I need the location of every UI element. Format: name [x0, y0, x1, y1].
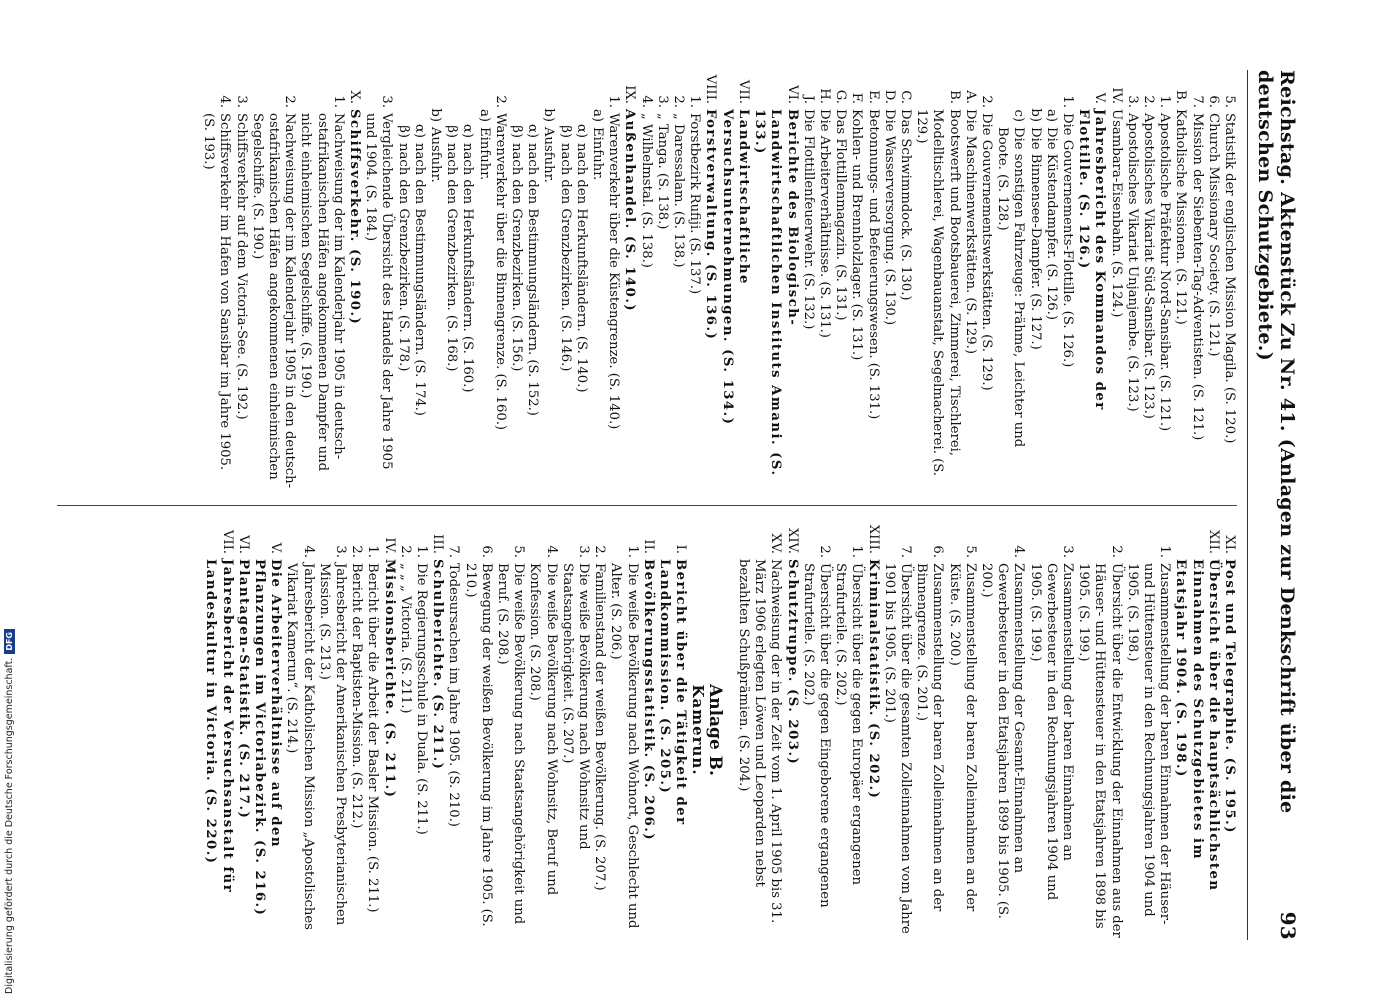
toc-text: Katholische Missionen. (S. 121.) [1173, 109, 1189, 325]
annex-subtitle: Kamerun. [689, 684, 708, 776]
toc-marker: XI. [1222, 535, 1237, 554]
toc-entry [962, 70, 978, 491]
toc-text: Übersicht über die hauptsächlichsten Einnahmen des Schutzgebietes im Etatsjahr 1904. (S. 198.) [1173, 559, 1221, 892]
toc-marker: 2. [492, 95, 508, 108]
toc-marker: C. [897, 90, 913, 104]
toc-entry [364, 520, 380, 940]
toc-entry [832, 520, 864, 940]
toc-text: Die weiße Bevölkerung nach Wohnsitz und Staatsangehörigkeit. (S. 207.) [559, 563, 592, 850]
toc-entry [297, 70, 346, 491]
toc-text: nach den Grenzbezirken. (S. 156.) [509, 143, 525, 372]
toc-marker: VI. [784, 85, 800, 104]
toc-text: nach den Herkunftsländern. (S. 140.) [573, 143, 589, 393]
toc-entry [251, 520, 283, 940]
toc-marker: 3. [233, 95, 249, 108]
toc-text: Kohlen- und Brennholzlager. (S. 131.) [849, 109, 865, 361]
toc-entry [1059, 70, 1075, 491]
toc-text: Nachweisung der im Kalenderjahr 1905 in deutsch-ostafrikanischen Häfen angekommenen Dampfer und nicht einheimischen Segelschiffe. (S. 190.) [298, 113, 346, 472]
toc-text: nach den Bestimmungsländern. (S. 152.) [525, 143, 541, 416]
toc-text: Kriminalstatistik. (S. 202.) [865, 559, 881, 800]
digitization-note: Digitalisierung gefördert durch die Deutsche Forschungsgemeinschaft. [4, 657, 15, 994]
page-title: Reichstag. Aktenstück Zu Nr. 41. (Anlagen zur Denkschrift über die deutschen Schutzgebiete.) [1254, 70, 1298, 814]
toc-marker: 3. [1059, 545, 1075, 558]
toc-text: Jahresbericht der Versuchsanstalt für Landeskultur in Victoria. (S. 220.) [203, 559, 235, 894]
toc-marker: b) [428, 108, 444, 122]
toc-entry [881, 70, 897, 491]
toc-marker: α) [573, 123, 589, 138]
toc-entry [832, 70, 848, 491]
toc-marker: 2. [978, 95, 994, 108]
toc-entry [283, 520, 315, 940]
toc-entry [380, 520, 396, 940]
toc-text: Übersicht über die Entwicklung der Einnahmen aus der Häuser- und Hüttensteuer in den Etatsjahren 1898 bis 1905. (S. 199.) [1076, 563, 1124, 938]
toc-entry [200, 70, 232, 491]
toc-entry [1026, 70, 1042, 491]
toc-text: „ Tanga. (S. 138.) [654, 113, 670, 230]
toc-entry [494, 520, 526, 940]
toc-marker: α) [460, 123, 476, 138]
toc-text: Das Schwimmdock. (S. 130.) [897, 109, 913, 301]
toc-marker: α) [525, 123, 541, 138]
toc-marker: 7. [1189, 95, 1205, 108]
toc-text: Zusammenstellung der Gesamt-Einnahmen an Gewerbesteuer in den Etatsjahren 1899 bis 1905. (S. 200.) [978, 563, 1027, 919]
toc-entry [427, 70, 443, 491]
toc-text: Zusammenstellung der baren Einnahmen der Häuser- und Hüttensteuer in den Rechnungsjahren 1904 und 1905. (S. 198.) [1124, 563, 1173, 925]
toc-marker: β) [444, 125, 460, 138]
toc-marker: 4. [543, 545, 559, 558]
toc-marker: I. [673, 544, 689, 554]
toc-marker: 4. [217, 95, 233, 108]
toc-entry [235, 520, 251, 940]
toc-entry [1205, 70, 1221, 491]
toc-marker: 5. [962, 545, 978, 558]
toc-entry [702, 70, 718, 491]
toc-entry [573, 70, 589, 491]
toc-entry [508, 70, 524, 491]
toc-marker: 3. [333, 545, 349, 558]
toc-text: Apostolische Präfektur Nord-Sansibar. (S. 121.) [1157, 113, 1173, 432]
toc-marker: VIII. [703, 74, 719, 104]
toc-entry [897, 70, 913, 491]
toc-text: Nachweisung der in der Zeit vom 1. April 1905 bis 31. März 1906 erlegten Löwen und Leoparden nebst bezahlten Schußprämien. (S. 204.) [735, 559, 784, 924]
toc-entry [864, 520, 880, 940]
toc-text: Die Binnensee-Dampfer. (S. 127.) [1027, 127, 1043, 350]
toc-entry [202, 520, 234, 940]
toc-marker: G. [833, 89, 849, 104]
toc-entry [589, 70, 605, 491]
toc-marker: β) [509, 125, 525, 138]
toc-marker: 2. [1140, 95, 1156, 108]
toc-text: Todesursachen im Jahre 1905. (S. 210.) [446, 563, 462, 827]
toc-entry [413, 520, 429, 940]
toc-marker: 1. [365, 545, 381, 558]
toc-text: Familienstand der weißen Bevölkerung. (S. 207.) [592, 563, 608, 891]
toc-marker: 1. [1157, 545, 1173, 558]
toc-text: Die weiße Bevölkerung nach Wohnsitz, Beruf und Konfession. (S. 208.) [527, 563, 559, 896]
toc-entry [232, 70, 248, 491]
toc-text: nach den Grenzbezirken. (S. 168.) [444, 143, 460, 372]
toc-entry [719, 70, 751, 491]
toc-entry [475, 70, 491, 491]
toc-marker: 7. [446, 545, 462, 558]
toc-entry [348, 520, 364, 940]
toc-text: Bericht über die Arbeit der Basler Mission. (S. 211.) [365, 563, 381, 913]
toc-text: Bootswerft und Bootsbauerei, Zimmerei, Tischlerei, Modelltischlerei, Wagenbauanstalt, Segelmacherei. (S. 129.) [914, 109, 962, 476]
toc-text: nach den Herkunftsländern. (S. 160.) [460, 143, 476, 393]
toc-marker: XII. [1205, 530, 1221, 554]
toc-text: Ausfuhr. [541, 127, 557, 183]
toc-entry [913, 70, 962, 491]
toc-entry [1124, 520, 1173, 940]
toc-marker: 6. [930, 545, 946, 558]
toc-marker: VII. [219, 529, 235, 554]
toc-entry [524, 70, 540, 491]
toc-entry [1026, 520, 1075, 940]
toc-marker: H. [816, 88, 832, 104]
toc-marker: 6. [478, 545, 494, 558]
toc-entry [670, 70, 686, 491]
toc-marker: 1. [330, 95, 346, 108]
toc-marker: b) [541, 108, 557, 122]
toc-marker: J. [800, 95, 816, 104]
toc-text: Schulberichte. (S. 211.) [430, 559, 446, 771]
toc-entry [621, 70, 637, 491]
toc-entry [913, 520, 945, 940]
toc-entry [816, 70, 832, 491]
digitization-footer [4, 629, 15, 994]
toc-marker: 4. [638, 95, 654, 108]
toc-text: Warenverkehr über die Binnengrenze. (S. 160.) [492, 113, 508, 431]
toc-entry [881, 520, 913, 940]
toc-marker: 3. [379, 95, 395, 108]
toc-marker: IV. [1108, 87, 1124, 104]
toc-text: Jahresbericht des Kommandos der Flottille. (S. 126.) [1076, 109, 1108, 411]
toc-text: Missionsberichte. (S. 211.) [381, 559, 397, 799]
toc-text: Apostolisches Vikariat Süd-Sansibar. (S. 123.) [1140, 113, 1156, 419]
toc-text: nach den Grenzbezirken. (S. 178.) [395, 143, 411, 372]
toc-marker: 2. [349, 545, 365, 558]
toc-entry [686, 70, 702, 491]
toc-text: Schiffsverkehr im Hafen von Sansibar im Jahre 1905. (S. 193.) [201, 113, 233, 471]
toc-text: Zusammenstellung der baren Zolleinnahmen an der Küste. (S. 200.) [946, 563, 978, 912]
toc-marker: XIV. [784, 527, 800, 554]
toc-entry [459, 70, 475, 491]
toc-text: Betonnungs- und Befeuerungswesen. (S. 131.) [865, 109, 881, 420]
toc-marker: IV. [381, 537, 397, 554]
toc-marker: c) [1011, 109, 1027, 122]
toc-text: nach den Grenzbezirken. (S. 146.) [557, 143, 573, 372]
toc-entry [978, 70, 994, 491]
toc-text: Einfuhr. [590, 127, 606, 181]
dfg-logo: DFG [4, 629, 15, 654]
toc-entry [1107, 70, 1123, 491]
toc-text: Die Regierungsschule in Duala. (S. 211.) [414, 563, 430, 835]
toc-marker: α) [411, 123, 427, 138]
toc-entry [443, 70, 459, 491]
toc-text: Bevölkerungsstatistik. (S. 206.) [640, 559, 656, 842]
toc-marker: 2. [1108, 545, 1124, 558]
toc-text: Die weiße Bevölkerung nach Staatsangehörigkeit und Beruf. (S. 208.) [495, 563, 527, 925]
toc-text: Die Gouvernements-Flottille. (S. 126.) [1059, 113, 1075, 368]
toc-marker: 4. [300, 545, 316, 558]
toc-entry [591, 520, 607, 940]
toc-marker: 3. [654, 95, 670, 108]
toc-text: Zusammenstellung der baren Einnahmen an Gewerbesteuer in den Rechnungsjahren 1904 und 1905. (S. 199.) [1027, 563, 1075, 901]
toc-entry [945, 520, 977, 940]
toc-text: Forstverwaltung. (S. 136.) [703, 109, 719, 341]
toc-entry [637, 70, 653, 491]
toc-entry [735, 520, 784, 940]
toc-text: Landwirtschaftliche Versuchsunternehmungen. (S. 134.) [719, 109, 751, 426]
toc-entry [411, 70, 427, 491]
toc-entry [1140, 70, 1156, 491]
toc-text: Die Küstendampfer. (S. 126.) [1043, 127, 1059, 320]
toc-marker: A. [962, 90, 978, 104]
page-number: 93 [1276, 911, 1300, 940]
toc-marker: 2. [397, 545, 413, 558]
annex-heading [689, 520, 725, 940]
toc-marker: B. [1173, 90, 1189, 104]
toc-entry [540, 70, 556, 491]
toc-entry [783, 520, 799, 940]
toc-marker: F. [849, 92, 865, 104]
toc-entry [1172, 520, 1221, 940]
toc-entry [445, 520, 461, 940]
toc-marker: 3. [576, 545, 592, 558]
toc-text: Außenhandel. (S. 140.) [622, 109, 638, 313]
toc-entry [654, 70, 670, 491]
left-column [57, 70, 1237, 505]
toc-text: Berichte des Biologisch-Landwirtschaftlichen Instituts Amani. (S. 133.) [752, 109, 800, 477]
toc-entry [1124, 70, 1140, 491]
toc-text: Die Arbeiterverhältnisse auf den Pflanzungen im Victoriabezirk. (S. 216.) [252, 559, 284, 917]
toc-entry [461, 520, 493, 940]
toc-text: Ausfuhr. [428, 127, 444, 183]
toc-text: „ Daressalam. (S. 138.) [671, 113, 687, 268]
toc-entry [864, 70, 880, 491]
toc-entry [978, 520, 1027, 940]
toc-marker: 3. [1124, 95, 1140, 108]
toc-marker: β) [557, 125, 573, 138]
toc-marker: a) [590, 108, 606, 122]
annex-title: Anlage B. [704, 684, 725, 776]
toc-marker: III. [430, 534, 446, 554]
toc-entry [751, 70, 800, 491]
toc-marker: 7. [897, 545, 913, 558]
toc-entry [556, 70, 572, 491]
toc-entry [316, 520, 348, 940]
toc-entry [1221, 520, 1237, 940]
toc-entry [848, 70, 864, 491]
toc-text: Forstbezirk Rufiji. (S. 137.) [687, 113, 703, 295]
toc-text: Die Gouvernementswerkstätten. (S. 129.) [978, 113, 994, 391]
right-column [57, 505, 1237, 940]
toc-entry [249, 70, 298, 491]
toc-entry [994, 70, 1026, 491]
toc-text: Post und Telegraphie. (S. 195.) [1222, 559, 1237, 834]
toc-entry [1043, 70, 1059, 491]
toc-text: Das Flottillenmagazin. (S. 131.) [833, 109, 849, 321]
toc-text: Church Missionary Society. (S. 121.) [1205, 113, 1221, 357]
toc-entry [607, 520, 639, 940]
toc-marker: B. [946, 90, 962, 104]
toc-entry [1221, 70, 1237, 491]
toc-marker: a) [1043, 108, 1059, 122]
toc-marker: V. [268, 542, 284, 554]
toc-entry [394, 70, 410, 491]
toc-text: Usambara-Eisenbahn. (S. 124.) [1108, 109, 1124, 318]
toc-text: Plantagen-Statistik. (S. 217.) [235, 559, 251, 820]
toc-marker: VII. [735, 79, 751, 104]
toc-entry [656, 520, 688, 940]
toc-entry [397, 520, 413, 940]
toc-marker: E. [865, 90, 881, 104]
toc-text: „ Wilhelmstal. (S. 138.) [638, 113, 654, 268]
toc-entry [492, 70, 508, 491]
toc-text: Übersicht über die gesamten Zolleinnahmen vom Jahre 1901 bis 1905. (S. 201.) [881, 563, 913, 934]
toc-marker: a) [476, 108, 492, 122]
toc-marker: β) [395, 125, 411, 138]
toc-text: Apostolisches Vikariat Unjanjembe. (S. 123.) [1124, 113, 1140, 412]
toc-text: „ „ „ Victoria. (S. 211.) [397, 563, 413, 714]
toc-marker: 4. [1011, 545, 1027, 558]
toc-marker: 5. [511, 545, 527, 558]
toc-text: Die Wasserversorgung. (S. 130.) [881, 109, 897, 326]
toc-entry [800, 70, 816, 491]
toc-marker: II. [640, 539, 656, 554]
toc-entry [1156, 70, 1172, 491]
toc-marker: 5. [1222, 95, 1237, 108]
toc-marker: 2. [592, 545, 608, 558]
toc-entry [800, 520, 832, 940]
toc-text: Zusammenstellung der baren Zolleinnahmen an der Binnengrenze. (S. 201.) [914, 563, 946, 912]
toc-marker: VI. [235, 535, 251, 554]
toc-marker: 6. [1205, 95, 1221, 108]
toc-marker: 2. [282, 95, 298, 108]
toc-text: Die sonstigen Fahrzeuge: Prähme, Leichter und Boote. (S. 128.) [995, 127, 1027, 448]
toc-text: Schiffsverkehr. (S. 190.) [347, 109, 363, 326]
toc-entry [346, 70, 362, 491]
toc-text: nach den Bestimmungsländern. (S. 174.) [411, 143, 427, 416]
toc-text: Bericht der Baptisten-Mission. (S. 212.) [349, 563, 365, 829]
toc-marker: 1. [624, 545, 640, 558]
toc-marker: 1. [1157, 95, 1173, 108]
toc-entry [1188, 70, 1204, 491]
toc-text: Übersicht über die gegen Eingeborene ergangenen Strafurteile. (S. 202.) [800, 563, 832, 908]
toc-entry [526, 520, 558, 940]
toc-marker: D. [881, 89, 897, 104]
toc-text: Jahresbericht der Amerikanischen Presbyterianischen Mission. (S. 213.) [316, 563, 349, 926]
toc-text: Die weiße Bevölkerung nach Wohnort, Geschlecht und Alter. (S. 206.) [608, 563, 640, 929]
toc-entry [362, 70, 394, 491]
page-header [1247, 70, 1300, 940]
toc-entry [640, 520, 656, 940]
toc-text: Schiffsverkehr auf dem Victoria-See. (S. 192.) [233, 113, 249, 420]
toc-text: Einfuhr. [476, 127, 492, 181]
toc-marker: 1. [1059, 95, 1075, 108]
toc-marker: X. [347, 90, 363, 104]
toc-text: Nachweisung der im Kalenderjahr 1905 in den deutsch-ostafrikanischen Häfen angekommenen einheimischen Segelschiffe. (S. 190.) [249, 113, 298, 489]
toc-marker: XV. [768, 533, 784, 554]
toc-entry [559, 520, 591, 940]
toc-marker: b) [1027, 108, 1043, 122]
toc-text: Bericht über die Tätigkeit der Landkommission. (S. 205.) [657, 559, 689, 826]
toc-entry [1075, 70, 1107, 491]
toc-text: Schutztruppe. (S. 203.) [784, 559, 800, 766]
toc-text: Bewegung der weißen Bevölkerung im Jahre 1905. (S. 210.) [462, 563, 494, 927]
toc-text: Vergleichende Übersicht des Handels der Jahre 1905 und 1904. (S. 184.) [363, 113, 395, 470]
toc-text: Die Maschinenwerkstätten. (S. 129.) [962, 109, 978, 355]
toc-marker: 1. [849, 545, 865, 558]
toc-text: Die Arbeiterverhältnisse. (S. 131.) [816, 109, 832, 338]
toc-marker: 1. [687, 95, 703, 108]
toc-text: Statistik der englischen Mission Magila. (S. 120.) [1222, 113, 1237, 444]
toc-entry [1075, 520, 1124, 940]
toc-entry [605, 70, 621, 491]
toc-text: Mission der Siebenten-Tag-Adventisten. (S. 121.) [1189, 113, 1205, 441]
toc-entry [429, 520, 445, 940]
toc-marker: 2. [671, 95, 687, 108]
toc-marker: 2. [816, 545, 832, 558]
toc-text: Die Flottillenfeuerwehr. (S. 132.) [800, 109, 816, 330]
toc-marker: 1. [606, 95, 622, 108]
toc-marker: 1. [414, 545, 430, 558]
toc-text: Jahresbericht der Katholischen Mission „Apostolisches Vikariat Kamerun“. (S. 214.) [284, 563, 316, 930]
toc-marker: IX. [622, 85, 638, 104]
toc-marker: V. [1092, 92, 1108, 104]
toc-text: Warenverkehr über die Küstengrenze. (S. 140.) [606, 113, 622, 430]
toc-marker: XIII. [865, 524, 881, 554]
toc-entry [1172, 70, 1188, 491]
toc-text: Übersicht über die gegen Europäer ergangenen Strafurteile. (S. 202.) [833, 563, 865, 885]
